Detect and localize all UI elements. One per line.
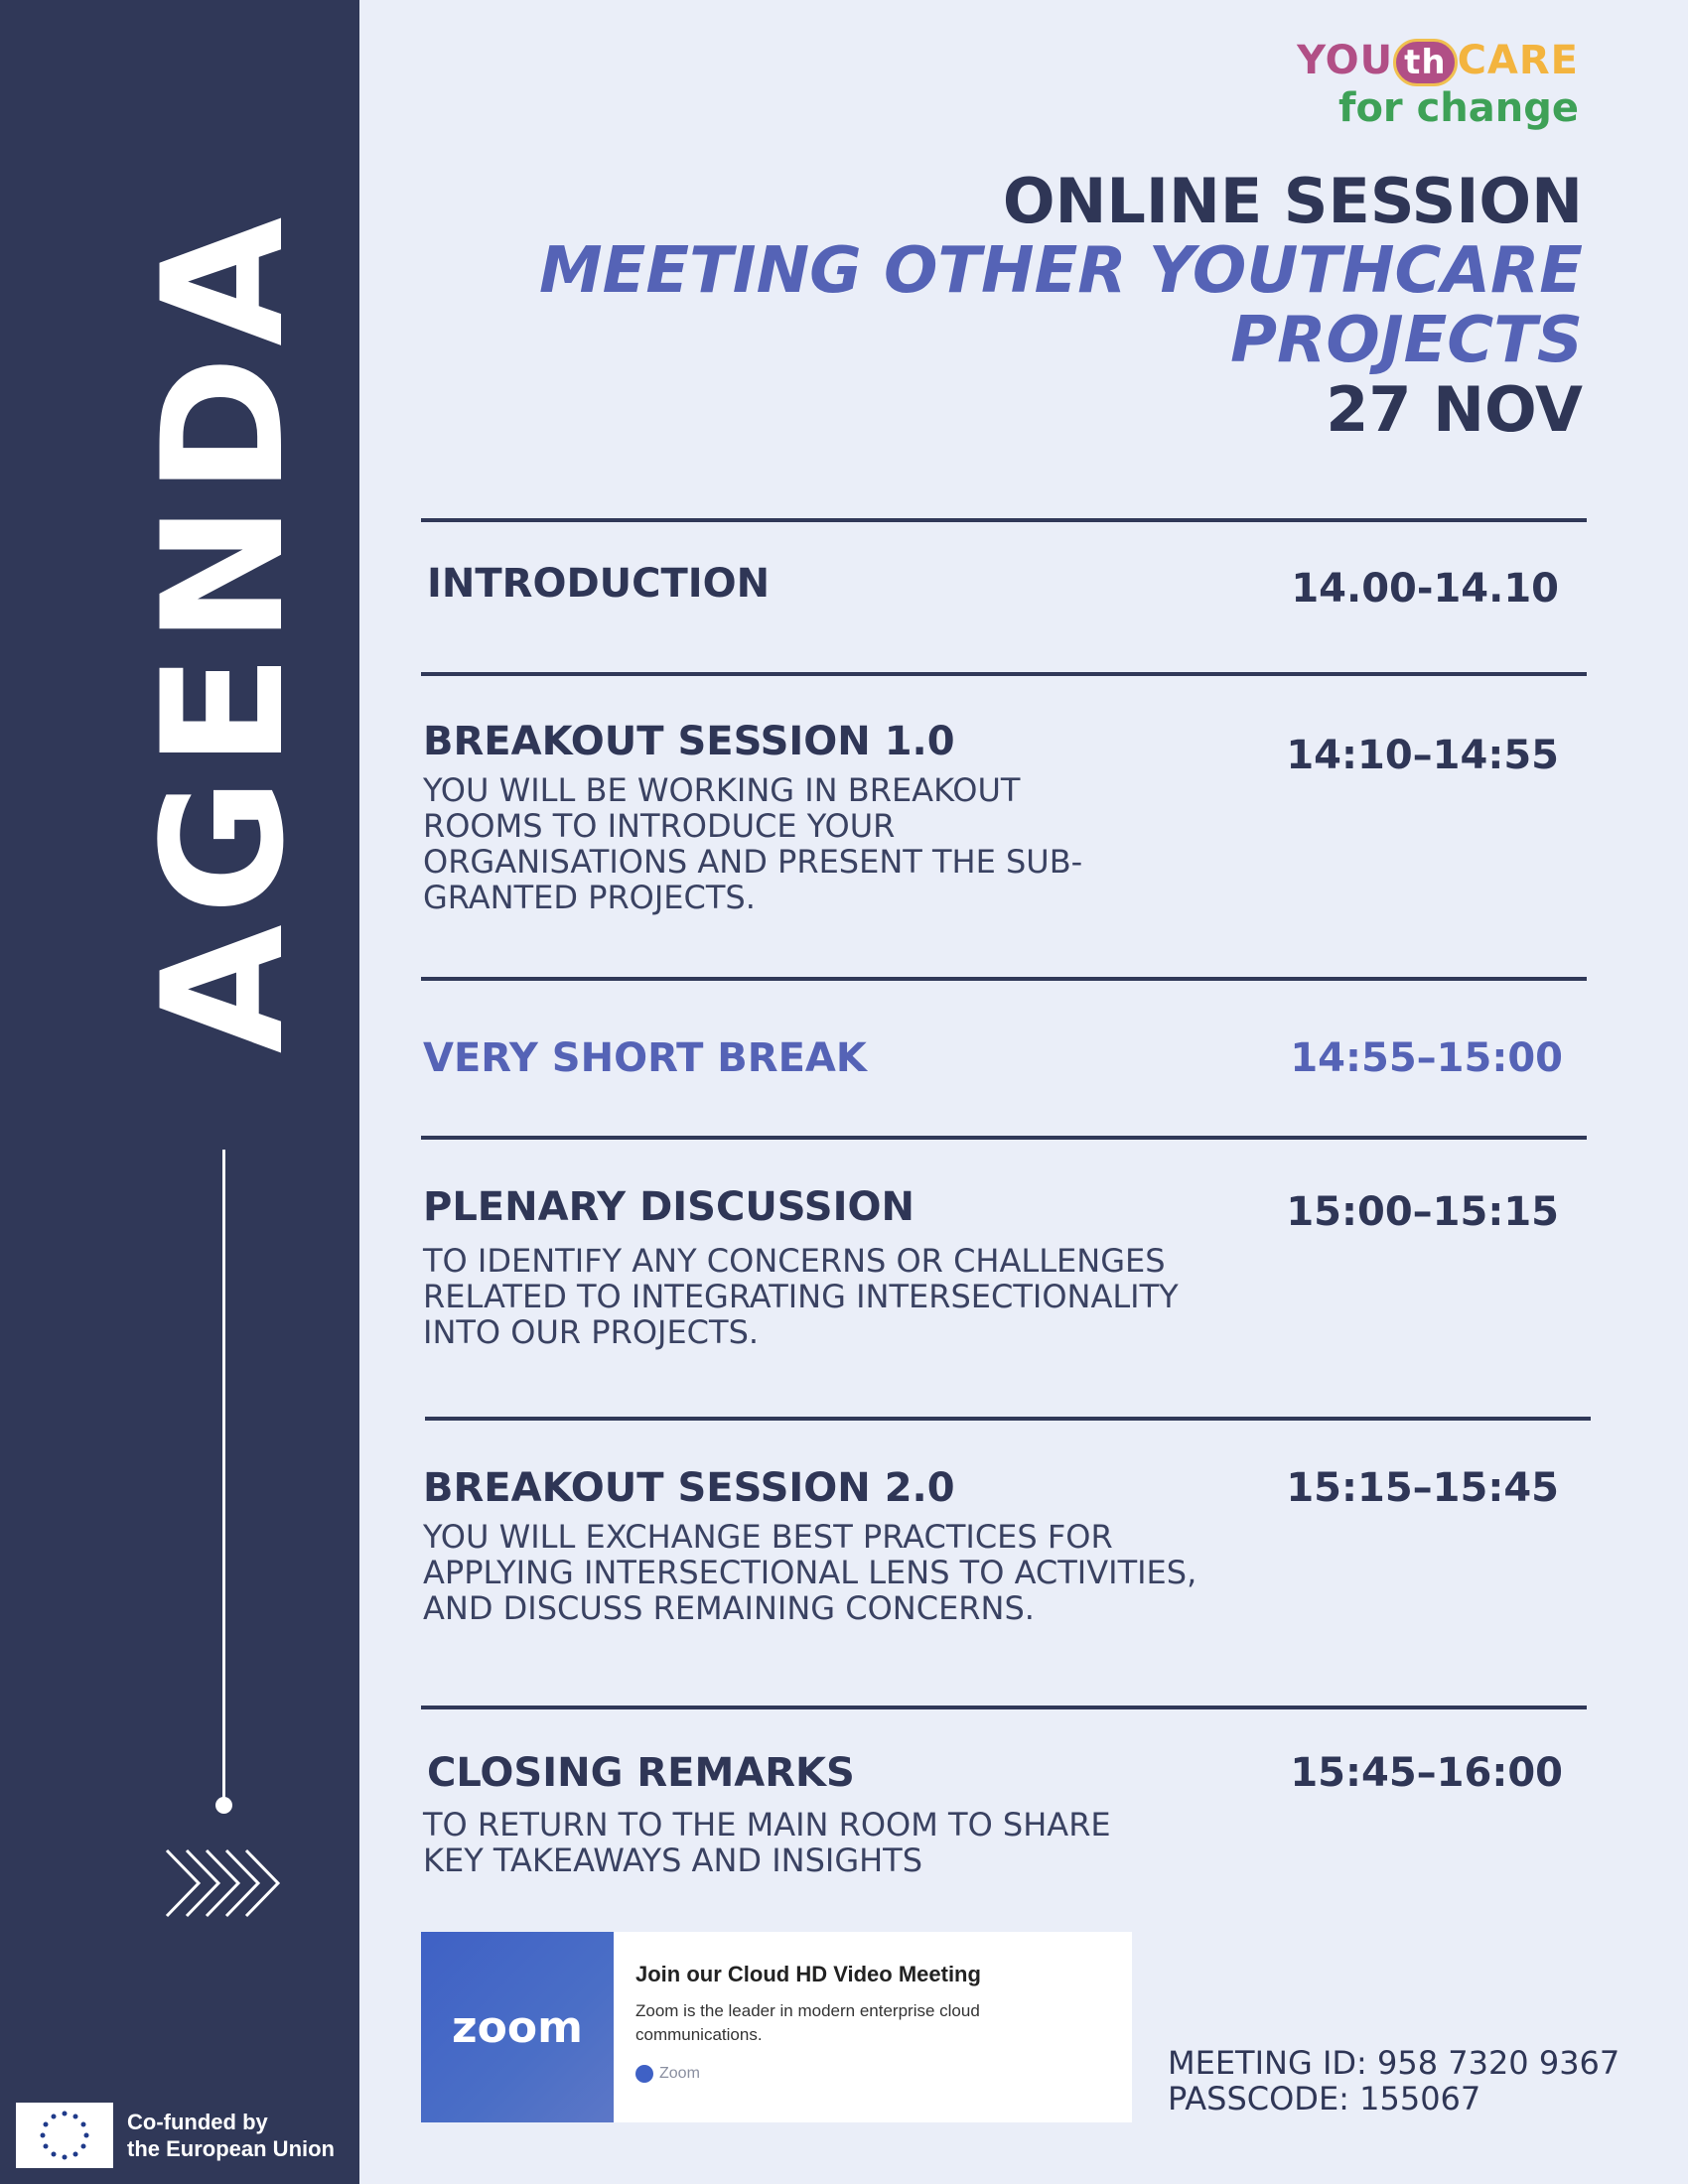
description-line: AND DISCUSS REMAINING CONCERNS. [423, 1589, 1035, 1627]
sidebar [0, 0, 359, 2184]
divider [421, 977, 1587, 981]
description-line: GRANTED PROJECTS. [423, 879, 756, 916]
zoom-card-title: Join our Cloud HD Video Meeting [635, 1962, 981, 1986]
agenda-item-time: 14:55–15:00 [1290, 1035, 1563, 1081]
agenda-item-description [423, 1243, 1297, 1350]
page-header [391, 167, 1583, 445]
eu-funding-line-2: the European Union [127, 2136, 335, 2161]
line-end-dot [215, 1797, 232, 1814]
agenda-item-time: 15:45–16:00 [1290, 1750, 1563, 1796]
agenda-item-time: 15:00–15:15 [1286, 1189, 1559, 1235]
description-line: YOU WILL BE WORKING IN BREAKOUT [423, 771, 1021, 809]
logo-tagline: for change [1338, 85, 1579, 131]
header-meeting-line-1: MEETING OTHER YOUTHCARE [538, 234, 1583, 308]
logo-th: th [1393, 39, 1457, 86]
meeting-details [1168, 2045, 1619, 2116]
agenda-item-title: BREAKOUT SESSION 1.0 [423, 719, 955, 764]
divider [425, 1417, 1591, 1421]
agenda-item-time: 15:15–15:45 [1286, 1465, 1559, 1511]
logo-care: CARE [1457, 38, 1579, 83]
eu-flag-icon [16, 2103, 113, 2168]
agenda-item-time: 14:10–14:55 [1286, 733, 1559, 778]
description-line: YOU WILL EXCHANGE BEST PRACTICES FOR [423, 1518, 1113, 1556]
agenda-item-title: PLENARY DISCUSSION [423, 1184, 914, 1230]
agenda-item-description [423, 1807, 1297, 1878]
divider [421, 518, 1587, 522]
youthcare-logo [1261, 36, 1579, 130]
agenda-item-time: 14.00-14.10 [1291, 566, 1559, 612]
divider [421, 1706, 1587, 1709]
description-line: TO RETURN TO THE MAIN ROOM TO SHARE [423, 1806, 1111, 1843]
description-line: KEY TAKEAWAYS AND INSIGHTS [423, 1842, 923, 1879]
vertical-line [222, 1150, 225, 1805]
description-line: INTO OUR PROJECTS. [423, 1313, 760, 1351]
description-line: TO IDENTIFY ANY CONCERNS OR CHALLENGES [423, 1242, 1166, 1280]
meeting-passcode: PASSCODE: 155067 [1168, 2080, 1481, 2117]
logo-you: YOU [1297, 38, 1394, 83]
agenda-item-title: INTRODUCTION [427, 561, 771, 607]
agenda-item-title: BREAKOUT SESSION 2.0 [423, 1465, 955, 1511]
zoom-link-card[interactable] [421, 1932, 1132, 2122]
agenda-item-description [423, 1519, 1297, 1626]
meeting-id: MEETING ID: 958 7320 9367 [1168, 2044, 1620, 2082]
zoom-card-description: Zoom is the leader in modern enterprise cloud communications. [635, 2001, 980, 2044]
zoom-logo: zoom [421, 1932, 614, 2122]
header-meeting-line-2: PROJECTS [1230, 304, 1583, 377]
zoom-card-body [614, 1932, 1124, 2122]
agenda-item-description [423, 772, 1297, 915]
zoom-source-label: Zoom [659, 2065, 700, 2082]
description-line: ORGANISATIONS AND PRESENT THE SUB- [423, 843, 1083, 881]
header-date: 27 NOV [1326, 373, 1583, 446]
divider [421, 1136, 1587, 1140]
agenda-item-title: VERY SHORT BREAK [423, 1035, 867, 1081]
divider [421, 672, 1587, 676]
description-line: ROOMS TO INTRODUCE YOUR [423, 807, 896, 845]
description-line: RELATED TO INTEGRATING INTERSECTIONALITY [423, 1278, 1179, 1315]
eu-funding-badge [16, 2103, 335, 2168]
agenda-item-title: CLOSING REMARKS [427, 1750, 855, 1796]
eu-funding-text [127, 2109, 335, 2162]
eu-funding-line-1: Co-funded by [127, 2110, 268, 2134]
header-online-session: ONLINE SESSION [1002, 165, 1583, 237]
zoom-source [635, 2065, 1102, 2083]
chevrons-right-icon [165, 1848, 284, 1922]
agenda-title: AGENDA [126, 206, 321, 1054]
description-line: APPLYING INTERSECTIONAL LENS TO ACTIVITIES, [423, 1554, 1197, 1591]
zoom-icon [635, 2065, 653, 2083]
